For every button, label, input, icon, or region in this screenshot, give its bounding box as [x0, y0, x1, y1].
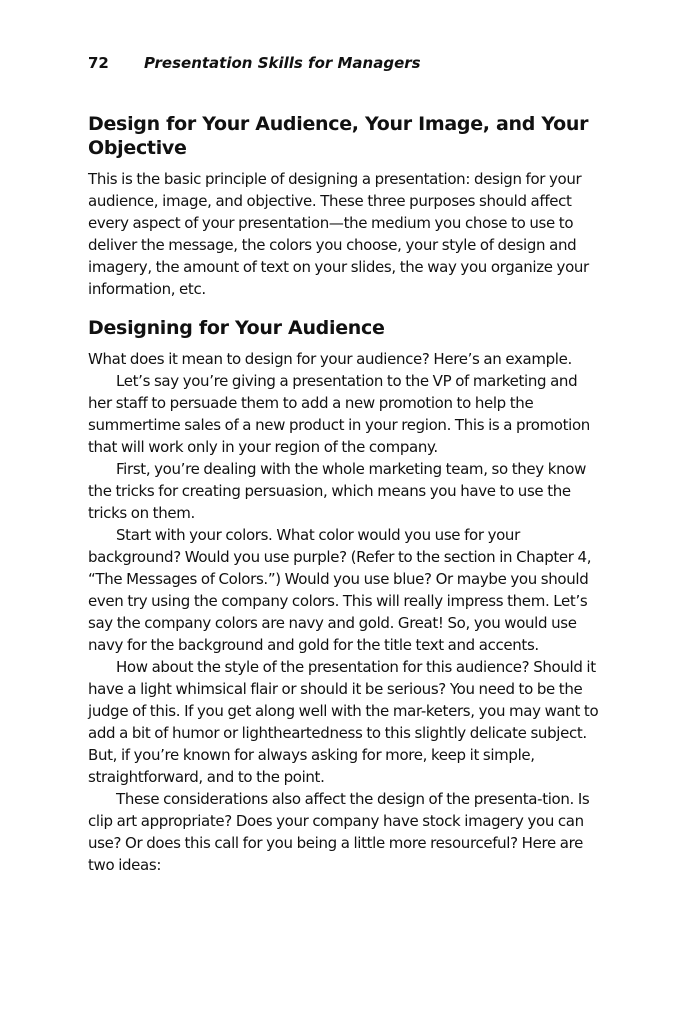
body-paragraph: Start with your colors. What color would you use for your background? Would you use purple? (Refer to the section in Chapter 4, “The Messages of Colors.”) Would you use blue? Or maybe you should even try using the company colors. This will really impress them. Let’s say the company colors are navy and gold. Great! So, you would use navy for the background and gold for the title text and accents. — [88, 526, 592, 654]
body-paragraph: How about the style of the presentation for this audience? Should it have a light whimsical flair or should it be serious? You need to be the judge of this. If you get along well with the mar-keters, you may want to add a bit of humor or lightheartedness to this slightly delicate subject. But, if you’re known for always asking for more, keep it simple, straightforward, and to the point. — [88, 658, 599, 786]
section-heading-audience: Designing for Your Audience — [88, 317, 385, 339]
book-page — [88, 52, 600, 876]
running-head — [88, 52, 600, 74]
page-number: 72 — [88, 54, 109, 72]
body-paragraph: First, you’re dealing with the whole marketing team, so they know the tricks for creating persuasion, which means you have to use the tricks on them. — [88, 460, 586, 522]
body-paragraph: Let’s say you’re giving a presentation to the VP of marketing and her staff to persuade them to add a new promotion to help the summertime sales of a new product in your region. This is a promotion that will work only in your region of the company. — [88, 372, 590, 456]
body-paragraph: What does it mean to design for your audience? Here’s an example. — [88, 350, 572, 368]
section-heading-design-principle: Design for Your Audience, Your Image, and Your Objective — [88, 113, 589, 159]
intro-paragraph: This is the basic principle of designing a presentation: design for your audience, image, and objective. These three purposes should affect every aspect of your presentation—the medium you chose to use to deliver the message, the colors you choose, your style of design and imagery, the amount of text on your slides, the way you organize your information, etc. — [88, 170, 589, 298]
running-title: Presentation Skills for Managers — [144, 54, 421, 72]
body-paragraph: These considerations also affect the design of the presenta-tion. Is clip art appropriate? Does your company have stock imagery you can use? Or does this call for you being a little more resourceful? Here are two ideas: — [88, 790, 590, 874]
